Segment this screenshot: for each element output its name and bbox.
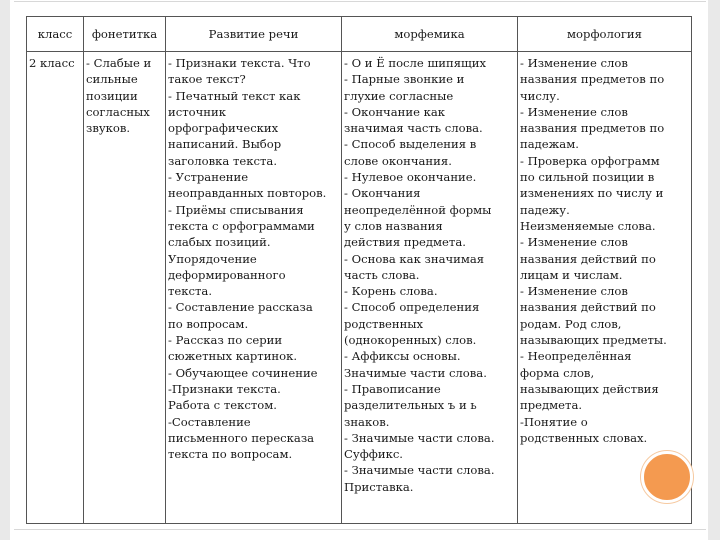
slide-right-border — [708, 0, 720, 540]
speech-development-text: - Признаки текста. Что такое текст? - Печатный текст как источник орфографических написаний. Выбор заголовка текста. - Устранение неоправданных повторов. - Приёмы списывания текста с орфограммами слабых позиций. Упорядочение деформированного текста. - Составление рассказа по вопросам. - Рассказ по серии сюжетных картинок. - Обучающее сочинение -Признаки текста. Работа с текстом. -Составление письменного пересказа текста по вопросам. — [168, 56, 327, 462]
cell-phonetics — [84, 52, 166, 524]
phonetics-text: - Слабые и сильные позиции согласных звуков. — [86, 56, 152, 136]
header-morphology: морфология — [518, 17, 692, 52]
cell-morphemics — [342, 52, 518, 524]
cell-class — [27, 52, 84, 524]
curriculum-table — [26, 16, 692, 524]
decorative-orange-circle — [641, 451, 693, 503]
header-speech-development: Развитие речи — [166, 17, 342, 52]
class-label: 2 класс — [29, 56, 75, 70]
table-header-row — [27, 17, 692, 52]
header-morphemics: морфемика — [342, 17, 518, 52]
morphemics-text: - О и Ё после шипящих - Парные звонкие и глухие согласные - Окончание как значимая часть слова. - Способ выделения в слове окончания. - Нулевое окончание. - Окончания неопределённой формы у слов названия действия предмета. - Основа как значимая часть слова. - Корень слова. - Способ определения родственных (однокоренных) слов. - Аффиксы основы. Значимые части слова. - Правописание разделительных ъ и ь знаков. - Значимые части слова. Суффикс. - Значимые части слова. Приставка. — [344, 56, 495, 494]
slide-top-rule — [14, 1, 706, 2]
cell-speech-development — [166, 52, 342, 524]
slide-bottom-rule — [14, 529, 706, 530]
table-row — [27, 52, 692, 524]
header-class: класс — [27, 17, 84, 52]
morphology-text: - Изменение слов названия предметов по числу. - Изменение слов названия предметов по падежам. - Проверка орфограмм по сильной позиции в изменениях по числу и падежу. Неизменяемые слова. - Изменение слов названия действий по лицам и числам. - Изменение слов названия действий по родам. Род слов, называющих предметы. - Неопределённая форма слов, называющих действия предмета. -Понятие о родственных словах. — [520, 56, 667, 445]
slide-left-border — [0, 0, 10, 540]
header-phonetics: фонетитка — [84, 17, 166, 52]
